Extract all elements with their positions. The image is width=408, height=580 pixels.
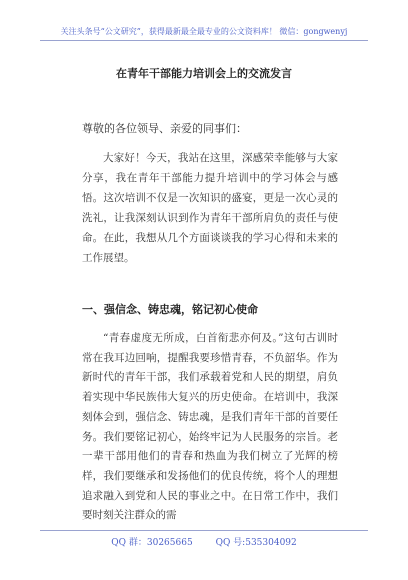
footer-divider	[40, 530, 368, 531]
footer-qq-group: QQ 群：30265665	[111, 538, 193, 548]
footer-qq-number: QQ 号:535304092	[215, 538, 297, 548]
page-footer	[0, 535, 408, 548]
section-paragraph: “青春虚度无所成，白首衔悲亦何及。”这句古训时常在我耳边回响，提醒我要珍惜青春，不负韶华。作为新时代的青年干部，我们承载着党和人民的期望，肩负着实现中华民族伟大复兴的历史使命。在培训中，我深刻体会到，强信念、铸忠魂，是我们青年干部的首要任务。我们要铭记初心，始终牢记为人民服务的宗旨。老一辈干部用他们的青春和热血为我们树立了光辉的榜样，我们要继承和发扬他们的优良传统，将个人的理想追求融入到党和人民的事业之中。在日常工作中，我们要时刻关注群众的需	[82, 332, 338, 522]
document-title: 在青年干部能力培训会上的交流发言	[116, 67, 292, 80]
page-header: 关注头条号“公文研究”，获得最新最全最专业的公文资料库！ 微信：gongwenyj	[60, 27, 348, 36]
section-heading: 一、强信念、铸忠魂，铭记初心使命	[82, 303, 258, 316]
header-divider	[40, 40, 368, 41]
greeting: 尊敬的各位领导、亲爱的同事们：	[82, 122, 247, 135]
intro-paragraph: 大家好！今天，我站在这里，深感荣幸能够与大家分享，我在青年干部能力提升培训中的学习体会与感悟。这次培训不仅是一次知识的盛宴，更是一次心灵的洗礼，让我深刻认识到作为青年干部所肩负的责任与使命。在此，我想从几个方面谈谈我的学习心得和未来的工作展望。	[82, 152, 338, 264]
